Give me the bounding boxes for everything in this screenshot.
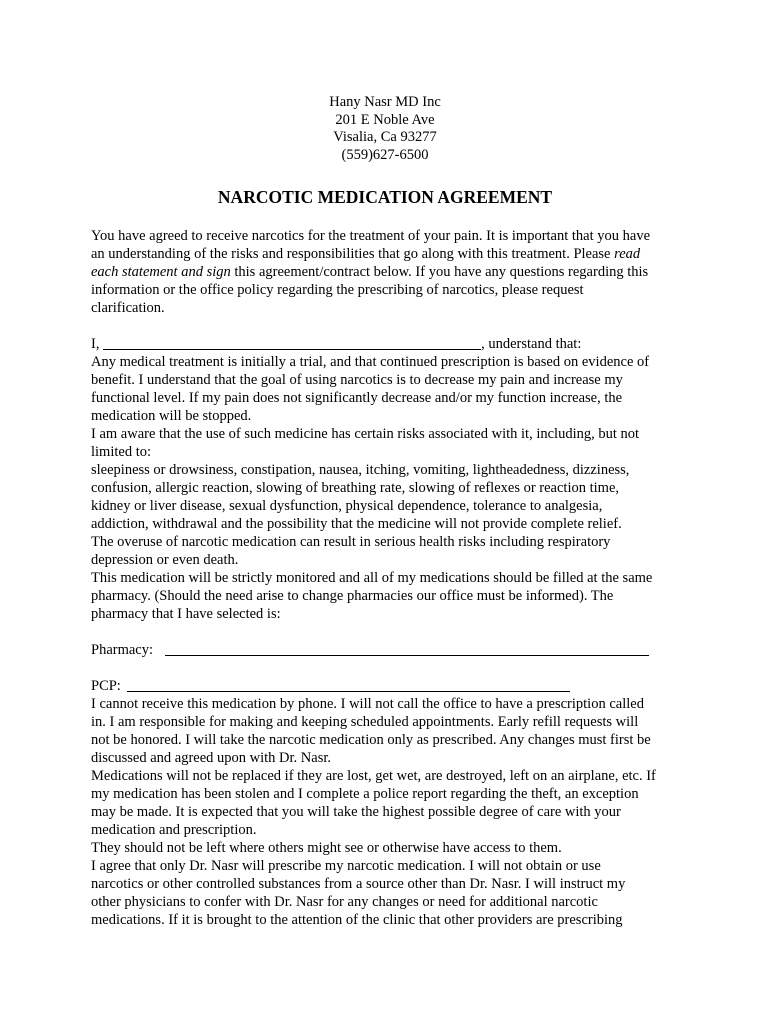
intro-line [91,263,691,281]
pharmacy-row [91,641,691,659]
practice-city: Visalia, Ca 93277 [333,129,437,146]
intro-line [91,245,691,263]
body-line: Medications will not be replaced if they are lost, get wet, are destroyed, left on an airplane, etc. If [91,768,656,784]
intro-text: this agreement/contract below. If you have any questions regarding this [230,264,649,280]
intro-text: an understanding of the risks and responsibilities that go along with this treatment. Please [91,246,615,262]
statement-prefix: I, [91,336,104,352]
body-line: This medication will be strictly monitored and all of my medications should be filled at the same [91,570,653,586]
body-line: kidney or liver disease, sexual dysfunction, physical dependence, tolerance to analgesia, [91,498,603,514]
body-line: functional level. If my pain does not significantly decrease and/or my function increase, the [91,390,623,406]
pcp-field[interactable] [127,679,570,692]
patient-name-statement [91,335,691,353]
intro-line: You have agreed to receive narcotics for the treatment of your pain. It is important that you have [91,228,651,244]
intro-emphasis: read [614,246,641,262]
statement-suffix: , understand that: [481,336,582,352]
pharmacy-label: Pharmacy: [91,642,154,658]
pharmacy-field[interactable] [165,643,649,656]
body-line: may be made. It is expected that you will take the highest possible degree of care with your [91,804,621,820]
practice-header [0,94,770,164]
body-line: confusion, allergic reaction, slowing of breathing rate, slowing of reflexes or reaction time, [91,480,620,496]
pcp-label: PCP: [91,678,121,694]
body-line: narcotics or other controlled substances from a source other than Dr. Nasr. I will instruct my [91,876,626,892]
body-line: my medication has been stolen and I complete a police report regarding the theft, an exception [91,786,639,802]
intro-line: information or the office policy regarding the prescribing of narcotics, please request [91,282,584,298]
body-line: not be honored. I will take the narcotic medication only as prescribed. Any changes must first be [91,732,651,748]
body-line: The overuse of narcotic medication can result in serious health risks including respiratory [91,534,611,550]
body-line: I cannot receive this medication by phone. I will not call the office to have a prescription called [91,696,644,712]
body-line: medication will be stopped. [91,408,252,424]
body-line: in. I am responsible for making and keeping scheduled appointments. Early refill requests will [91,714,639,730]
intro-paragraph [91,227,691,317]
risks-section [91,353,691,623]
body-line: other physicians to confer with Dr. Nasr for any changes or need for additional narcotic [91,894,598,910]
responsibilities-section [91,695,691,929]
body-line: medications. If it is brought to the attention of the clinic that other providers are prescribing [91,912,623,928]
pcp-row [91,677,691,695]
intro-line: clarification. [91,300,165,316]
body-line: Any medical treatment is initially a trial, and that continued prescription is based on evidence of [91,354,650,370]
practice-street: 201 E Noble Ave [335,111,435,128]
practice-phone: (559)627-6500 [341,146,429,163]
body-line: They should not be left where others might see or otherwise have access to them. [91,840,562,856]
body-line: depression or even death. [91,552,239,568]
intro-emphasis: each statement and sign [91,264,231,280]
body-line: addiction, withdrawal and the possibility that the medicine will not provide complete relief. [91,516,622,532]
document-title: NARCOTIC MEDICATION AGREEMENT [217,187,553,207]
body-line: medication and prescription. [91,822,257,838]
body-line: limited to: [91,444,152,460]
body-line: pharmacy. (Should the need arise to change pharmacies our office must be informed). The [91,588,614,604]
body-line: pharmacy that I have selected is: [91,606,281,622]
body-line: sleepiness or drowsiness, constipation, nausea, itching, vomiting, lightheadedness, dizziness, [91,462,630,478]
practice-name: Hany Nasr MD Inc [329,94,441,110]
agreement-body [91,227,691,929]
body-line: I agree that only Dr. Nasr will prescribe my narcotic medication. I will not obtain or use [91,858,601,874]
patient-name-field[interactable] [103,337,481,350]
body-line: I am aware that the use of such medicine has certain risks associated with it, including, but not [91,426,640,442]
body-line: discussed and agreed upon with Dr. Nasr. [91,750,332,766]
body-line: benefit. I understand that the goal of using narcotics is to decrease my pain and increase my [91,372,623,388]
